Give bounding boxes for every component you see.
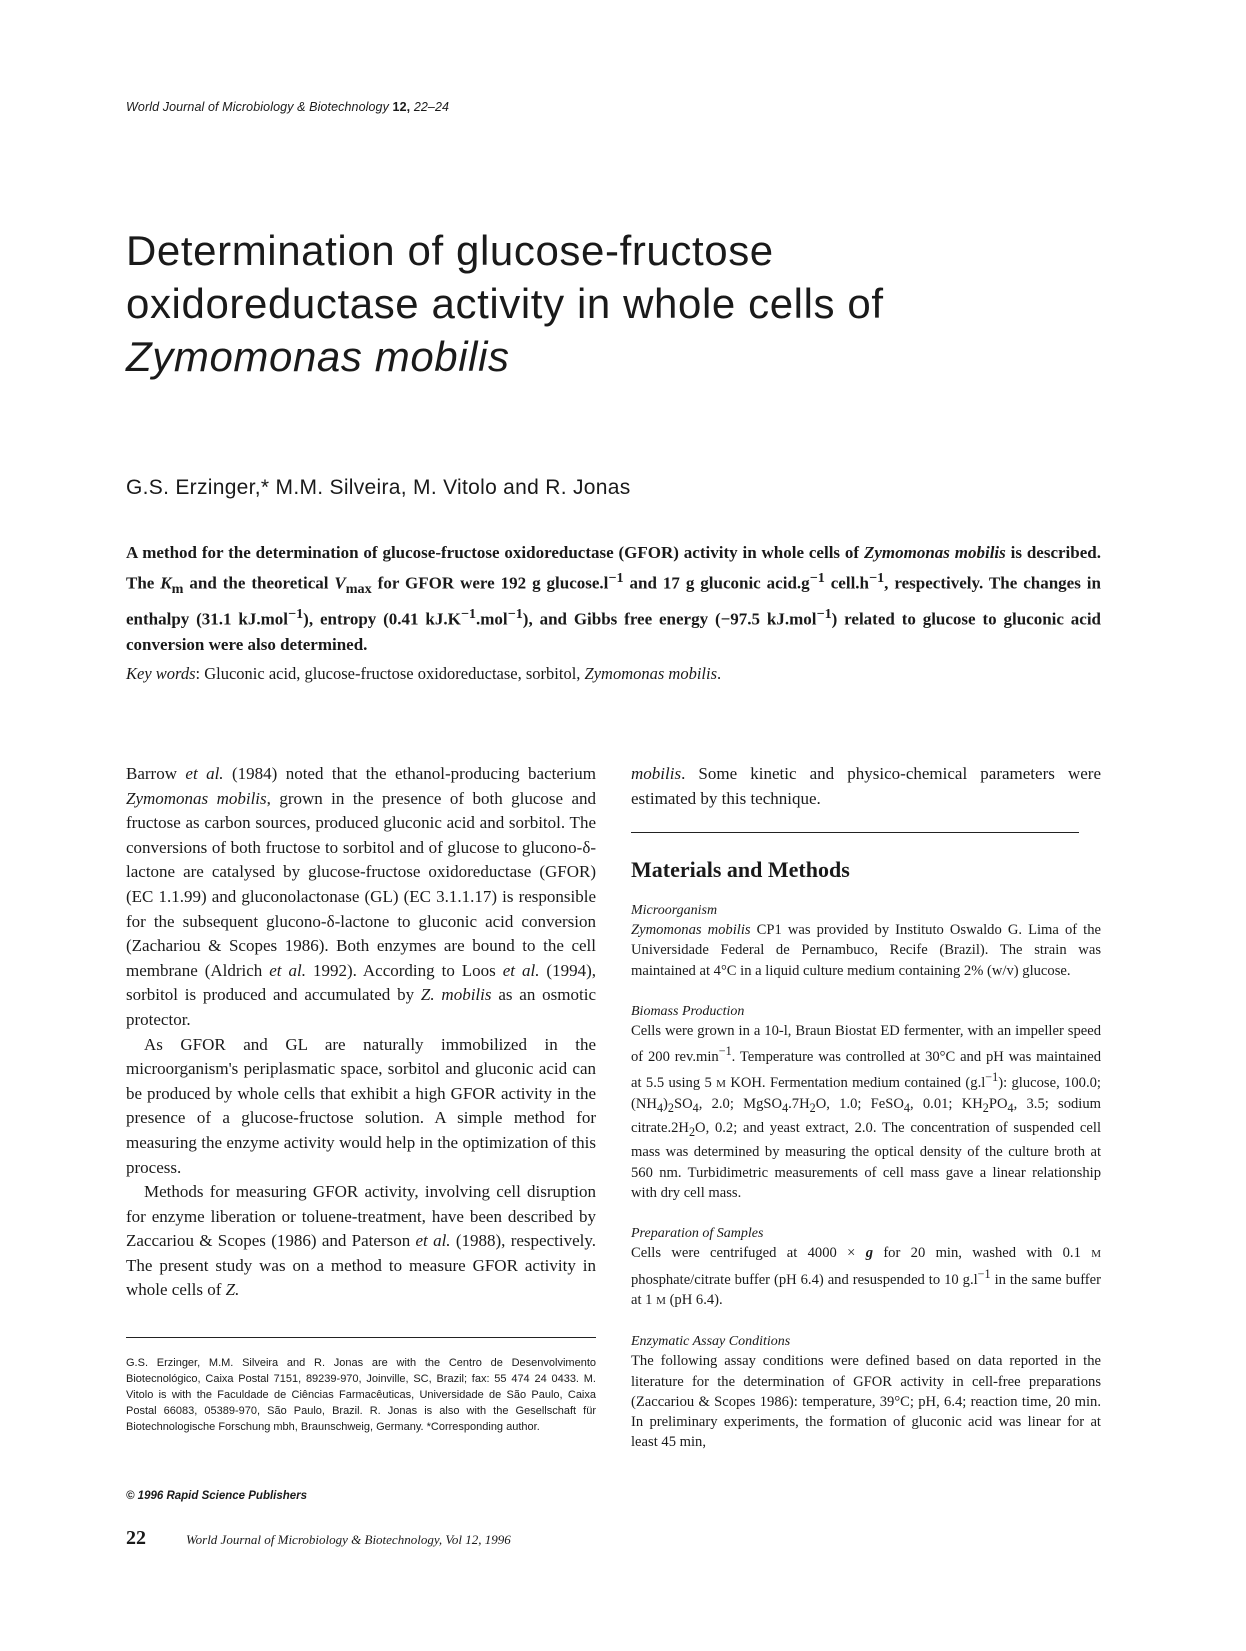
footer-journal-citation: World Journal of Microbiology & Biotechnology, Vol 12, 1996 <box>186 1532 511 1547</box>
subheading-preparation-of-samples: Preparation of Samples <box>631 1225 764 1241</box>
subheading-biomass-production: Biomass Production <box>631 1003 745 1019</box>
enzymatic-assay-text: The following assay conditions were defined based on data reported in the literature for the determination of GFOR activity in cell-free preparations (Zaccariou & Scopes 1986): temperature, 39°C; pH, 6.4; reaction time, 20 min. In preliminary experiments, the formation of gluconic acid was linear for at least 45 min, <box>631 1353 1101 1451</box>
intro-paragraph-3: Methods for measuring GFOR activity, involving cell disruption for enzyme liberation or toluene-treatment, have been described by Zaccariou & Scopes (1986) and Paterson et al. (1988), respectively. The present study was on a method to measure GFOR activity in whole cells of Z. <box>126 1182 596 1300</box>
running-head-volume: 12, <box>392 100 411 114</box>
intro-paragraph-1: Barrow et al. (1984) noted that the ethanol-producing bacterium Zymomonas mobilis, grown in the presence of both glucose and fructose as carbon sources, produced gluconic acid and sorbitol. The conversions of both fructose to sorbitol and of glucose to glucono-δ-lactone are catalysed by glucose-fructose oxidoreductase (GFOR) (EC 1.1.99) and gluconolactonase (GL) (EC 3.1.1.17) is responsible for the subsequent glucono-δ-lactone to gluconic acid conversion (Zachariou & Scopes 1986). Both enzymes are bound to the cell membrane (Aldrich et al. 1992). According to Loos et al. (1994), sorbitol is produced and accumulated by Z. mobilis as an osmotic protector. <box>126 764 597 1029</box>
intro-paragraph-2: As GFOR and GL are naturally immobilized in the microorganism's periplasmatic space, sorbitol and gluconic acid can be produced by whole cells that exhibit a high GFOR activity in the presence of a glucose-fructose solution. A simple method for measuring the enzyme activity would help in the optimization of this process. <box>126 1034 596 1177</box>
copyright-notice: © 1996 Rapid Science Publishers <box>126 1490 308 1502</box>
right-column <box>631 762 1101 1452</box>
keywords-label: Key words <box>126 664 196 683</box>
section-heading-materials-methods: Materials and Methods <box>631 857 850 883</box>
keywords: Key words: Gluconic acid, glucose-fructose oxidoreductase, sorbitol, Zymomonas mobilis. <box>126 664 722 683</box>
abstract: A method for the determination of glucose-fructose oxidoreductase (GFOR) activity in whole cells of Zymomonas mobilis is described. The $K_m$ and the theoretical $V_{max}$ for GFOR were 192 g $glucose.l^{-1}$ and 17 g gluconic $acid.g^{-1}$ $cell.h^{-1}$, respectively. The changes in enthalpy (31.1 kJ.mol$^{-1}$), entropy (0.41 $kJ.K^{-1}.mol^{-1}$), and Gibbs free energy (−97.5 kJ.mol$^{-1}$) related to glucose to gluconic acid conversion were also determined. <box>126 543 1101 655</box>
section-divider <box>631 832 1079 833</box>
running-head-journal: World Journal of Microbiology & Biotechnology <box>126 100 389 114</box>
running-head-pages: 22–24 <box>413 100 450 114</box>
preparation-of-samples-text: Cells were centrifuged at 4000 × g for 20 min, washed with 0.1 M phosphate/citrate buffer (pH 6.4) and resuspended to 10 $g.l^{-1}$ in the same buffer at 1 M (pH 6.4). <box>631 1244 1101 1309</box>
subheading-microorganism: Microorganism <box>631 903 718 919</box>
footnote-divider <box>126 1337 596 1338</box>
abstract-species: Zymomonas mobilis <box>863 543 1006 562</box>
author-list: G.S. Erzinger,* M.M. Silveira, M. Vitolo and R. Jonas <box>126 476 631 499</box>
intro-paragraph-continued: mobilis. Some kinetic and physico-chemical parameters were estimated by this technique. <box>631 764 1101 808</box>
biomass-production-text: Cells were grown in a 10-l, Braun Biostat ED fermenter, with an impeller speed of 200 $rev.\min^{-1}$. Temperature was controlled at 30°C and pH was maintained at 5.5 using 5 M KOH. Fermentation medium contained $(g.l^{-1})$: glucose, 100.0; $(NH_4)_2SO_4$, 2.0; $MgSO_4.7H_2O$, 1.0; FeSO$_4$, 0.01; $KH_2PO_4$, 3.5; sodium $citrate.2H_2O$, 0.2; and yeast extract, 2.0. The concentration of suspended cell mass was determined by measuring the optical density of the culture broth at 560 nm. Turbidimetric measurements of cell mass gave a linear relationship with dry cell mass. <box>631 1022 1101 1201</box>
running-head <box>126 100 449 114</box>
title-line-1: Determination of glucose-fructose <box>126 227 774 274</box>
page-number: 22 <box>126 1527 146 1549</box>
title-species: Zymomonas mobilis <box>126 333 510 380</box>
article-title <box>126 224 1126 383</box>
title-line-2: oxidoreductase activity in whole cells of <box>126 280 884 327</box>
author-affiliation-footnote: G.S. Erzinger, M.M. Silveira and R. Jonas are with the Centro de Desenvolvimento Biotecnológico, Caixa Postal 7151, 89239-970, Joinville, SC, Brazil; fax: 55 474 24 0433. M. Vitolo is with the Faculdade de Ciências Farmacêuticas, Universidade de São Paulo, Caixa Postal 66083, 05389-970, São Paulo, Brazil. R. Jonas is also with the Gesellschaft für Biotechnologische Forschung mbh, Braunschweig, Germany. *Corresponding author. <box>126 1357 596 1433</box>
subheading-enzymatic-assay-conditions: Enzymatic Assay Conditions <box>631 1334 791 1350</box>
microorganism-text: Zymomonas mobilis CP1 was provided by Instituto Oswaldo G. Lima of the Universidade Federal de Pernambuco, Recife (Brazil). The strain was maintained at 4°C in a liquid culture medium containing 2% (w/v) glucose. <box>631 922 1101 979</box>
left-column <box>126 762 596 1303</box>
